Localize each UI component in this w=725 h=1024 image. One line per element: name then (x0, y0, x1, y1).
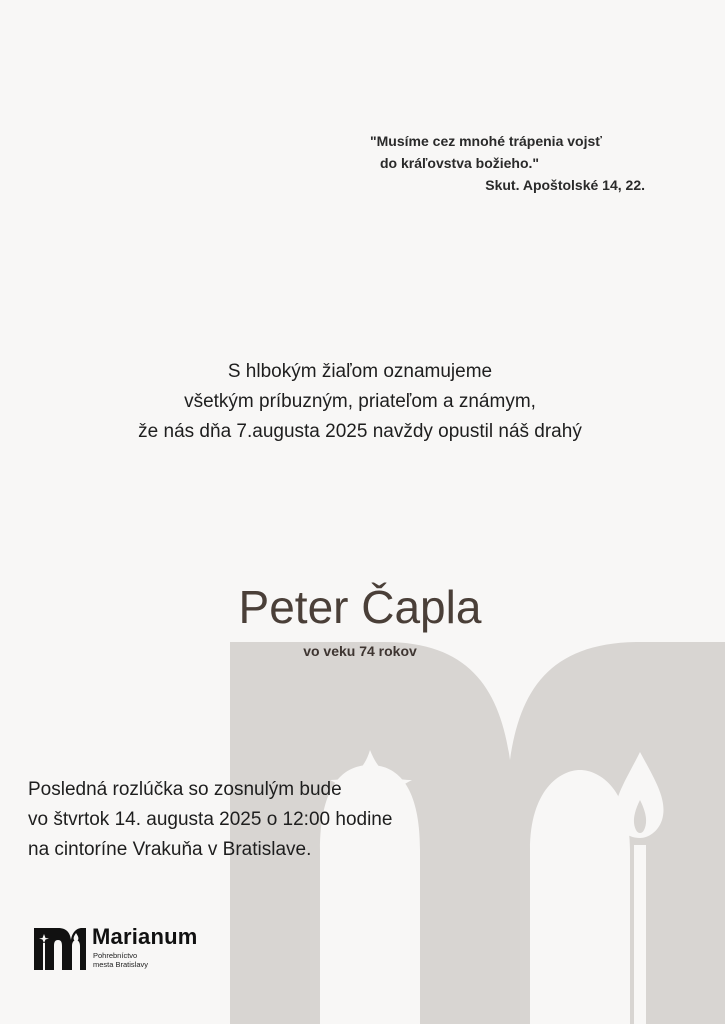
logo-subtitle (93, 951, 148, 969)
announcement-line-2: všetkým príbuzným, priateľom a známym, (184, 391, 536, 412)
logo-subtitle-line-1: Pohrebníctvo (93, 951, 138, 960)
logo-subtitle-line-2: mesta Bratislavy (93, 960, 149, 969)
marianum-logo-icon (34, 928, 86, 970)
quote-line-1: "Musíme cez mnohé trápenia vojsť (370, 133, 602, 149)
deceased-age: vo veku 74 rokov (303, 643, 417, 659)
quote-line-2: do kráľovstva božieho." (380, 155, 540, 171)
marianum-logo (34, 924, 254, 974)
announcement (60, 357, 660, 447)
announcement-line-3: že nás dňa 7.augusta 2025 navždy opustil náš drahý (138, 421, 582, 442)
quote-source: Skut. Apoštolské 14, 22. (485, 177, 645, 193)
funeral-line-1: Posledná rozlúčka so zosnulým bude (28, 779, 342, 800)
funeral-line-2: vo štvrtok 14. augusta 2025 o 12:00 hodine (28, 809, 393, 830)
logo-name: Marianum (92, 924, 198, 949)
deceased-name: Peter Čapla (238, 581, 482, 633)
bible-quote (360, 130, 660, 196)
funeral-line-3: na cintoríne Vrakuňa v Bratislave. (28, 839, 312, 860)
funeral-details (28, 775, 488, 865)
announcement-line-1: S hlbokým žiaľom oznamujeme (227, 361, 493, 382)
